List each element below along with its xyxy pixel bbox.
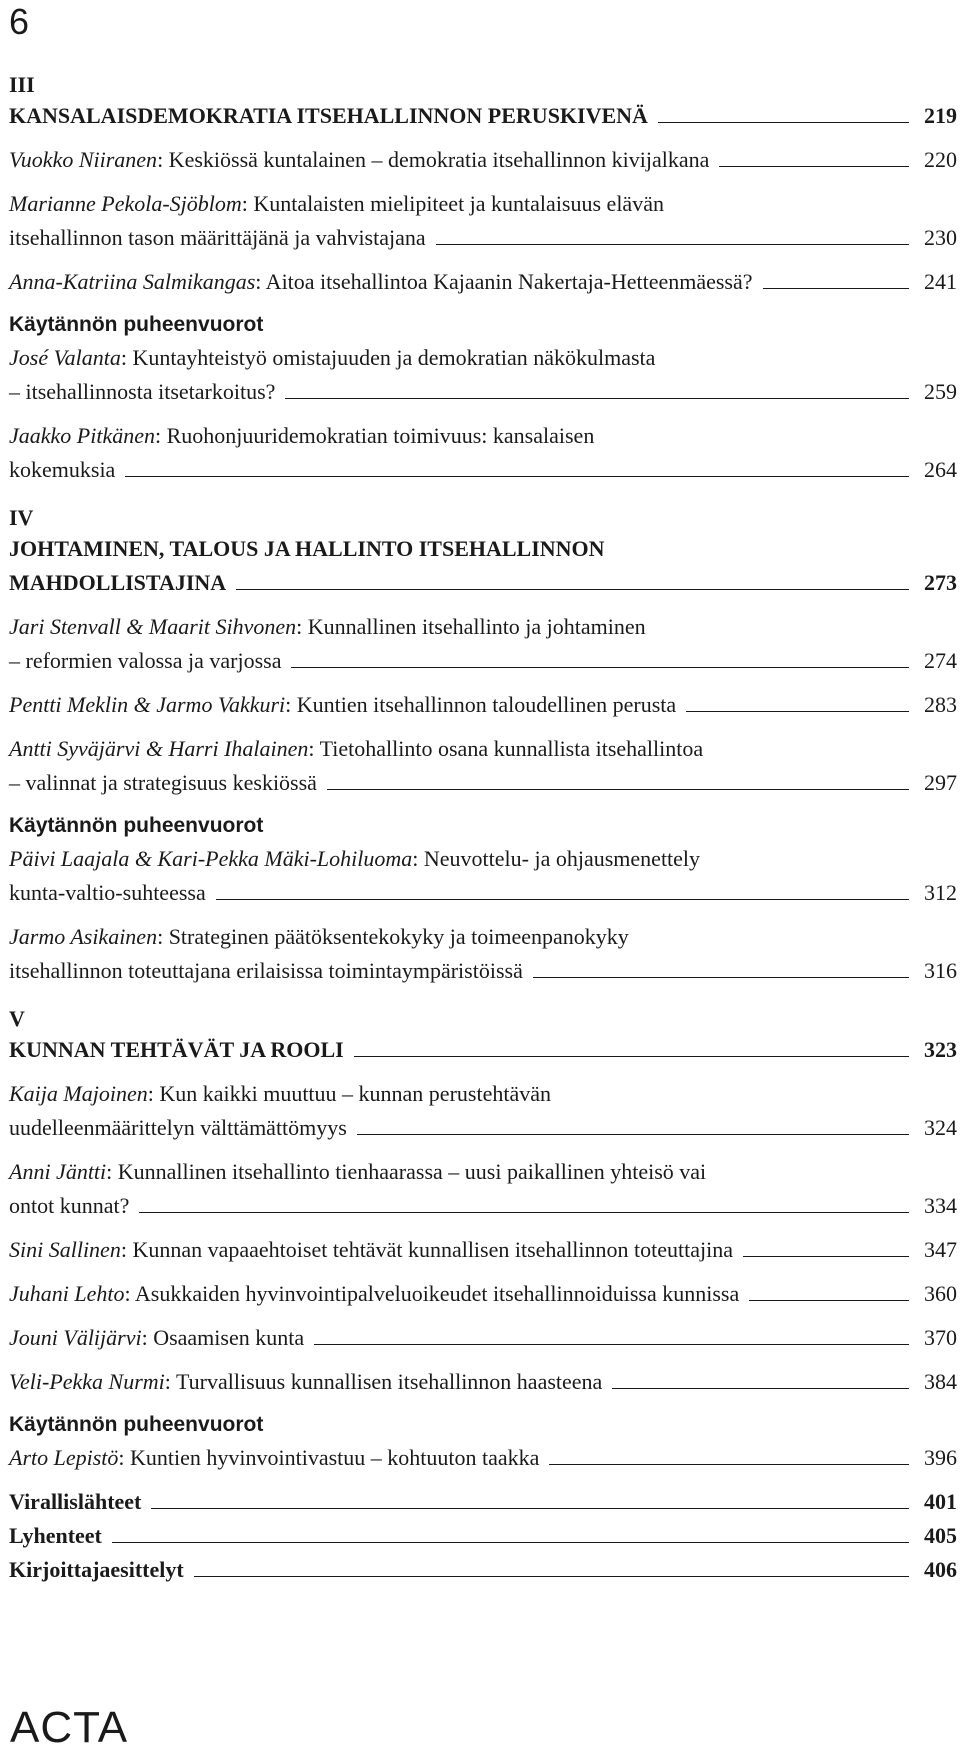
page-ref: 273: [924, 570, 957, 595]
page-ref: 406: [924, 1557, 957, 1582]
page-ref: 230: [924, 225, 957, 250]
leader-line: [549, 1463, 909, 1465]
page-ref: 312: [924, 880, 957, 905]
entry-title: : Ruohonjuuridemokratian toimivuus: kansalaisen: [155, 423, 595, 448]
leader-line: [686, 710, 909, 712]
leader-line: [194, 1575, 909, 1577]
entry-author: Marianne Pekola-Sjöblom: [9, 191, 242, 216]
toc-entry: [9, 1233, 957, 1267]
entry-title: : Asukkaiden hyvinvointipalveluoikeudet itsehallinnoiduissa kunnissa: [124, 1281, 740, 1306]
leader-line: [285, 397, 909, 399]
entry-author: Veli-Pekka Nurmi: [9, 1369, 165, 1394]
page-ref: 316: [924, 958, 957, 983]
page-ref: 370: [924, 1325, 957, 1350]
entry-author: Anna-Katriina Salmikangas: [9, 269, 256, 294]
part-title: KUNNAN TEHTÄVÄT JA ROOLI: [9, 1037, 344, 1062]
leader-line: [763, 287, 909, 289]
page-ref: 323: [924, 1037, 957, 1062]
entry-title: : Tietohallinto osana kunnallista itsehallintoa: [308, 736, 704, 761]
toc-entry: [9, 419, 957, 487]
entry-title: : Strateginen päätöksentekokyky ja toimeenpanokyky: [157, 924, 629, 949]
entry-author: Kaija Majoinen: [9, 1081, 148, 1106]
page-ref: 347: [924, 1237, 957, 1262]
entry-title: : Kunnan vapaaehtoiset tehtävät kunnallisen itsehallinnon toteuttajina: [120, 1237, 733, 1262]
toc-entry: [9, 341, 957, 409]
toc-entry: [9, 920, 957, 988]
entry-title-cont: – itsehallinnosta itsetarkoitus?: [9, 379, 276, 404]
leader-line: [743, 1255, 909, 1257]
entry-title: : Turvallisuus kunnallisen itsehallinnon haasteena: [164, 1369, 603, 1394]
toc-entry: [9, 610, 957, 678]
toc-entry: [9, 688, 957, 722]
leader-line: [354, 1055, 909, 1057]
leader-line: [327, 788, 909, 790]
entry-author: Antti Syväjärvi & Harri Ihalainen: [9, 736, 309, 761]
entry-title: : Osaamisen kunta: [141, 1325, 305, 1350]
leader-line: [216, 898, 909, 900]
end-matter-label: Virallislähteet: [9, 1489, 142, 1514]
entry-author: Päivi Laajala & Kari-Pekka Mäki-Lohiluoma: [9, 846, 413, 871]
end-matter-label: Kirjoittajaesittelyt: [9, 1557, 184, 1582]
entry-title: : Kuntalaisten mielipiteet ja kuntalaisuus elävän: [241, 191, 664, 216]
page-ref: 324: [924, 1115, 957, 1140]
end-matter-abbreviations: [9, 1519, 957, 1553]
page-ref: 297: [924, 770, 957, 795]
end-matter-sources: [9, 1485, 957, 1519]
part-heading: [9, 566, 957, 600]
part-heading: [9, 99, 957, 133]
page-ref: 220: [924, 147, 957, 172]
page-ref: 405: [924, 1523, 957, 1548]
entry-title: : Kuntien hyvinvointivastuu – kohtuuton taakka: [118, 1445, 540, 1470]
entry-title: : Kuntien itsehallinnon taloudellinen perusta: [285, 692, 677, 717]
leader-line: [236, 588, 909, 590]
entry-title-cont: itsehallinnon toteuttajana erilaisissa toimintaympäristöissä: [9, 958, 523, 983]
page-ref: 274: [924, 648, 957, 673]
entry-title-cont: – valinnat ja strategisuus keskiössä: [9, 770, 317, 795]
toc-entry: [9, 1321, 957, 1355]
entry-author: Juhani Lehto: [9, 1281, 125, 1306]
toc-entry: [9, 187, 957, 255]
entry-author: Arto Lepistö: [9, 1445, 119, 1470]
leader-line: [436, 243, 909, 245]
entry-title: : Kun kaikki muuttuu – kunnan perustehtävän: [147, 1081, 551, 1106]
entry-title-cont: kokemuksia: [9, 457, 116, 482]
entry-title: : Aitoa itsehallintoa Kajaanin Nakertaja-Hetteenmäessä?: [255, 269, 753, 294]
entry-title: : Kuntayhteistyö omistajuuden ja demokratian näkökulmasta: [120, 345, 656, 370]
entry-author: José Valanta: [9, 345, 121, 370]
section-label: Käytännön puheenvuorot: [9, 313, 264, 336]
leader-line: [749, 1299, 909, 1301]
page-ref: 360: [924, 1281, 957, 1306]
leader-line: [291, 666, 909, 668]
leader-line: [139, 1211, 909, 1213]
part-heading: [9, 1033, 957, 1067]
toc-entry: [9, 1365, 957, 1399]
part-title: KANSALAISDEMOKRATIA ITSEHALLINNON PERUSKIVENÄ: [9, 103, 648, 128]
entry-title-cont: itsehallinnon tason määrittäjänä ja vahvistajana: [9, 225, 426, 250]
toc-entry: [9, 732, 957, 800]
entry-title-cont: – reformien valossa ja varjossa: [9, 648, 282, 673]
entry-author: Jouni Välijärvi: [9, 1325, 142, 1350]
part-title: JOHTAMINEN, TALOUS JA HALLINTO ITSEHALLINNON: [9, 536, 605, 561]
entry-author: Jaakko Pitkänen: [9, 423, 155, 448]
page-ref: 396: [924, 1445, 957, 1470]
part-number: V: [9, 1006, 25, 1031]
part-number: III: [9, 72, 35, 97]
leader-line: [658, 121, 909, 123]
leader-line: [533, 976, 909, 978]
entry-title: : Neuvottelu- ja ohjausmenettely: [412, 846, 701, 871]
page-ref: 401: [924, 1489, 957, 1514]
entry-title: : Kunnallinen itsehallinto ja johtaminen: [296, 614, 646, 639]
page-ref: 241: [924, 269, 957, 294]
entry-author: Sini Sallinen: [9, 1237, 121, 1262]
entry-title-cont: uudelleenmäärittelyn välttämättömyys: [9, 1115, 347, 1140]
entry-author: Jari Stenvall & Maarit Sihvonen: [9, 614, 297, 639]
leader-line: [112, 1541, 909, 1543]
toc-entry: [9, 143, 957, 177]
leader-line: [151, 1507, 909, 1509]
toc-entry: [9, 1441, 957, 1475]
page-ref: 259: [924, 379, 957, 404]
section-label: Käytännön puheenvuorot: [9, 814, 264, 837]
entry-author: Jarmo Asikainen: [9, 924, 158, 949]
page-ref: 334: [924, 1193, 957, 1218]
entry-author: Vuokko Niiranen: [9, 147, 158, 172]
acta-logo: ACTA: [10, 1703, 129, 1752]
page-ref: 219: [924, 103, 957, 128]
page-number: 6: [9, 1, 30, 42]
toc-entry: [9, 842, 957, 910]
entry-title: : Kunnallinen itsehallinto tienhaarassa – uusi paikallinen yhteisö vai: [106, 1159, 707, 1184]
end-matter-authors: [9, 1553, 957, 1587]
leader-line: [357, 1133, 909, 1135]
entry-title: : Keskiössä kuntalainen – demokratia itsehallinnon kivijalkana: [157, 147, 710, 172]
part-title-cont: MAHDOLLISTAJINA: [9, 570, 227, 595]
section-label: Käytännön puheenvuorot: [9, 1413, 264, 1436]
toc-entry: [9, 1155, 957, 1223]
entry-title-cont: ontot kunnat?: [9, 1193, 130, 1218]
toc-entry: [9, 265, 957, 299]
page-ref: 264: [924, 457, 957, 482]
leader-line: [125, 475, 909, 477]
table-of-contents: [9, 70, 957, 1587]
page-ref: 283: [924, 692, 957, 717]
part-number: IV: [9, 505, 34, 530]
page-ref: 384: [924, 1369, 957, 1394]
leader-line: [314, 1343, 909, 1345]
entry-title-cont: kunta-valtio-suhteessa: [9, 880, 206, 905]
leader-line: [719, 165, 909, 167]
entry-author: Pentti Meklin & Jarmo Vakkuri: [9, 692, 286, 717]
toc-entry: [9, 1277, 957, 1311]
leader-line: [612, 1387, 909, 1389]
toc-entry: [9, 1077, 957, 1145]
entry-author: Anni Jäntti: [9, 1159, 107, 1184]
end-matter-label: Lyhenteet: [9, 1523, 102, 1548]
